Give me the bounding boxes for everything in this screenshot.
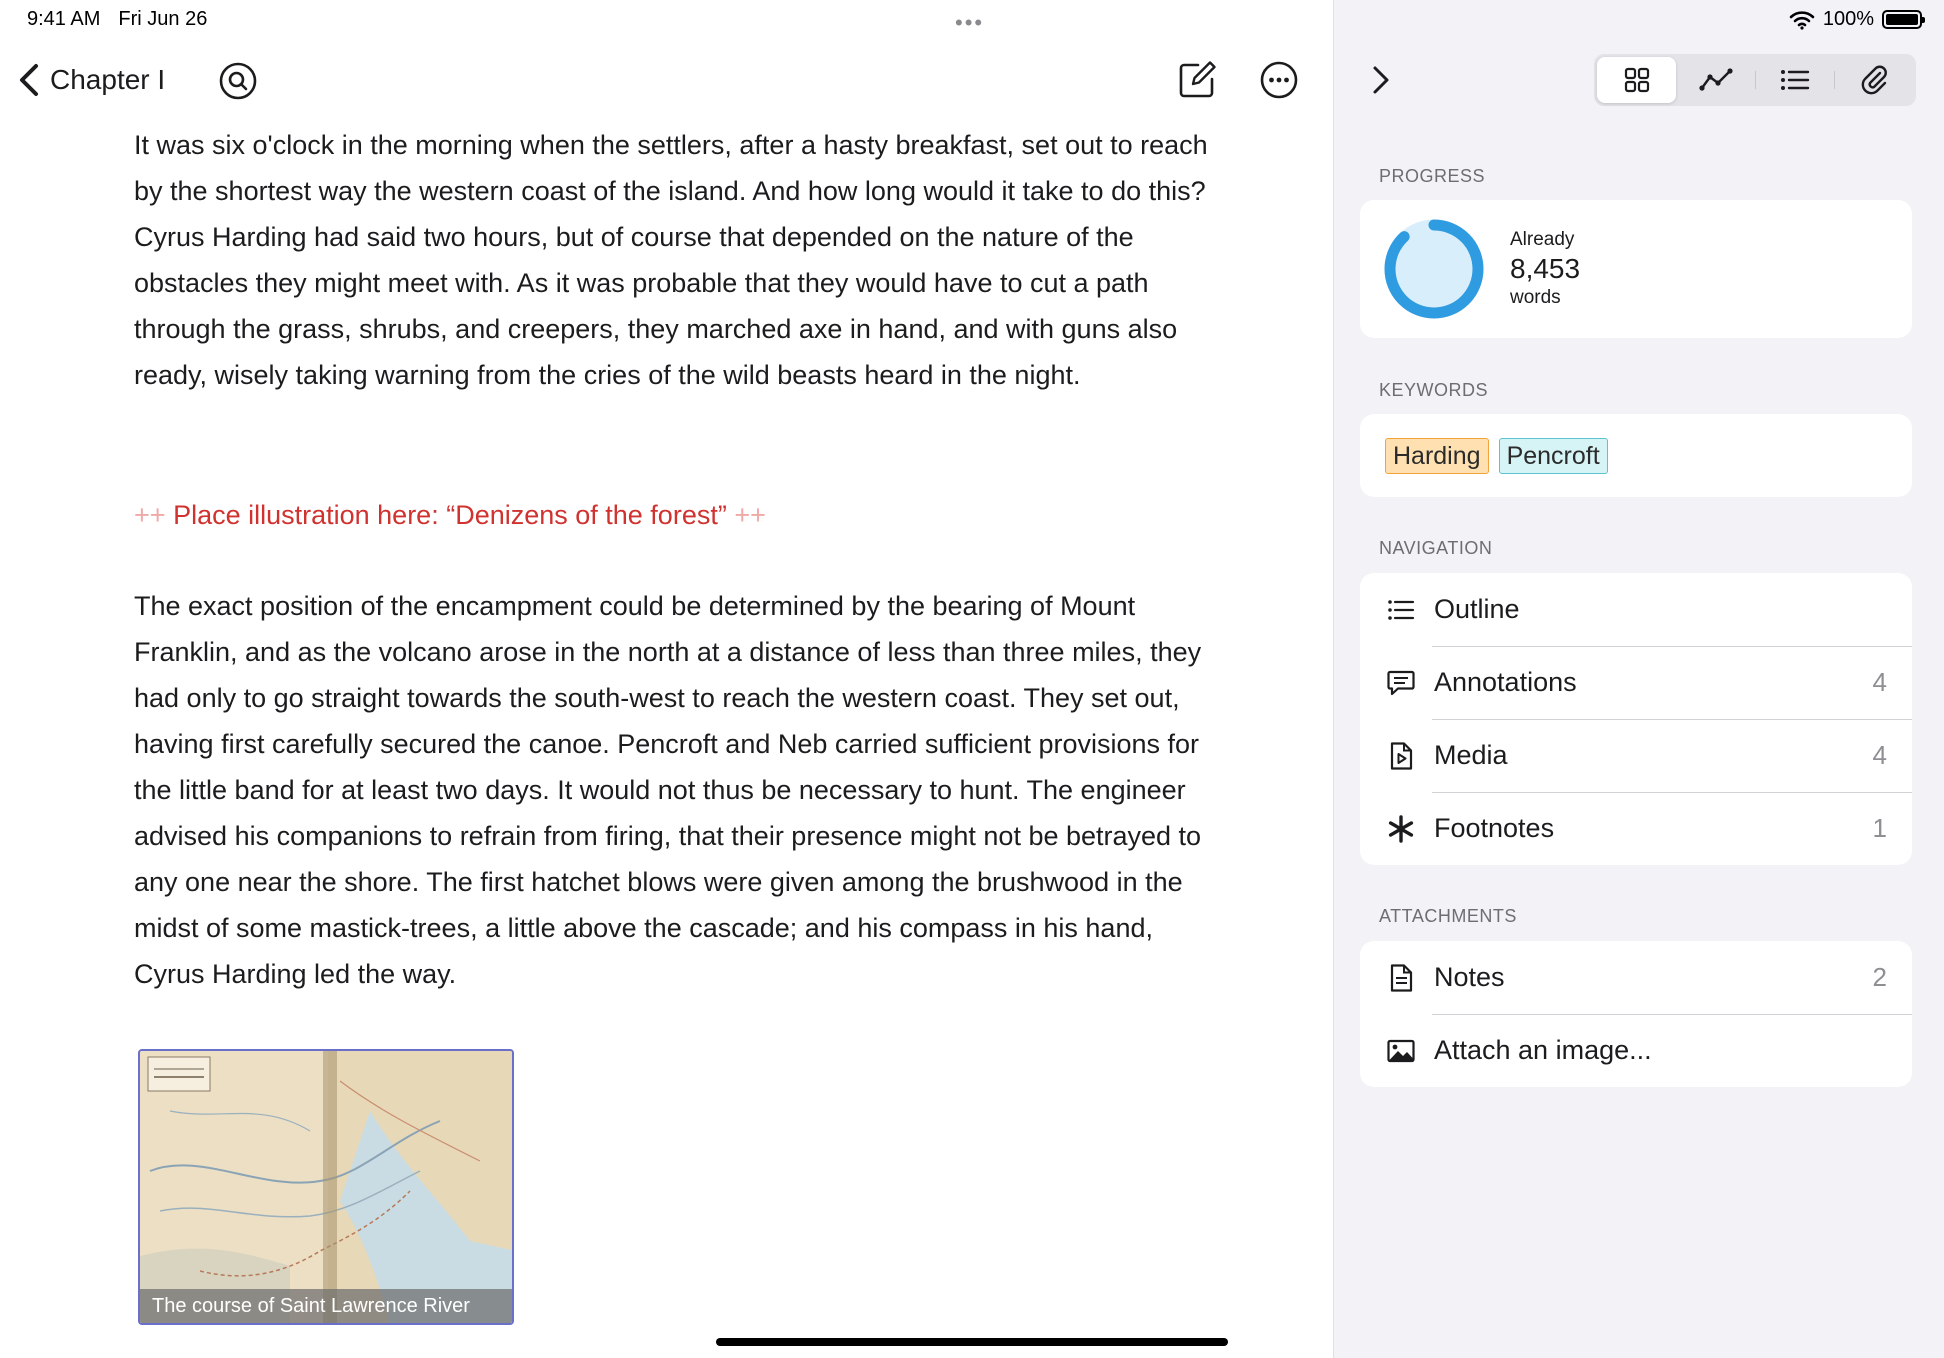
nav-item-label: Footnotes — [1434, 813, 1555, 843]
note-icon — [1386, 963, 1416, 993]
progress-suffix: words — [1510, 287, 1561, 308]
keyword-chip-pencroft[interactable]: Pencroft — [1499, 438, 1608, 474]
chart-icon — [1699, 65, 1733, 95]
battery-percent: 100% — [1822, 8, 1874, 30]
keywords-card — [1360, 414, 1912, 497]
map-image-icon — [140, 1051, 514, 1325]
asterisk-icon — [1386, 814, 1416, 844]
home-indicator[interactable] — [716, 1338, 1228, 1346]
attachment-item-label: Attach an image... — [1434, 1035, 1652, 1065]
attachment-item-label: Notes — [1434, 962, 1505, 992]
attachments-card — [1360, 941, 1912, 1087]
outline-icon — [1386, 595, 1416, 625]
more-icon — [1259, 60, 1299, 100]
nav-item-annotations[interactable] — [1360, 646, 1912, 719]
wifi-icon — [1789, 10, 1815, 30]
illustration-placeholder[interactable] — [134, 495, 766, 535]
navigation-card — [1360, 573, 1912, 865]
keyword-chip-harding[interactable]: Harding — [1385, 438, 1489, 474]
status-date: Fri Jun 26 — [118, 8, 208, 30]
nav-item-count: 4 — [1872, 667, 1887, 697]
more-button[interactable] — [1259, 60, 1299, 100]
inspector-tabs — [1594, 54, 1916, 106]
compose-icon — [1176, 59, 1218, 101]
inspector-pane — [1333, 0, 1944, 1358]
illustration-note-text: Place illustration here: “Denizens of the forest” — [173, 500, 727, 530]
nav-item-footnotes[interactable] — [1360, 792, 1912, 865]
progress-section-label: PROGRESS — [1379, 166, 1486, 186]
nav-item-label: Annotations — [1434, 667, 1577, 697]
paragraph-1[interactable]: It was six o'clock in the morning when the settlers, after a hasty breakfast, set out to reach by the shortest way the western coast of the island. And how long would it take to do this? Cyrus Harding had said two hours, but of course that depended on the nature of the obstacles they might meet with. As it was probable that they would have to cut a path through the grass, shrubs, and creepers, they marched axe in hand, and with guns also ready, wisely taking warning from the cries of the wild beasts heard in the night. — [134, 130, 1208, 390]
collapse-inspector-button[interactable] — [1366, 58, 1396, 102]
progress-text — [1510, 228, 1580, 310]
chevron-right-icon — [1366, 58, 1396, 102]
compose-button[interactable] — [1176, 59, 1218, 101]
nav-item-outline[interactable] — [1360, 573, 1912, 646]
status-right — [1789, 8, 1922, 31]
progress-card — [1360, 200, 1912, 338]
back-button[interactable] — [16, 58, 165, 102]
list-icon — [1779, 65, 1811, 95]
multitask-dots-icon[interactable]: ••• — [955, 10, 985, 35]
back-label: Chapter I — [50, 64, 166, 95]
image-icon — [1386, 1036, 1416, 1066]
progress-ring — [1384, 219, 1484, 319]
attach-image-button[interactable] — [1360, 1014, 1912, 1087]
tab-overview[interactable] — [1597, 57, 1676, 103]
attachment-item-count: 2 — [1872, 962, 1887, 992]
tab-attachments[interactable] — [1834, 57, 1913, 103]
chevron-left-icon — [16, 58, 44, 102]
nav-item-media[interactable] — [1360, 719, 1912, 792]
tab-statistics[interactable] — [1676, 57, 1755, 103]
nav-item-count: 1 — [1872, 813, 1887, 843]
markup-open: ++ — [134, 500, 166, 530]
status-clock: 9:41 AM — [27, 8, 101, 30]
keywords-section-label: KEYWORDS — [1379, 380, 1489, 400]
markup-close: ++ — [734, 500, 766, 530]
figure-caption: The course of Saint Lawrence River — [140, 1289, 512, 1323]
search-icon — [218, 61, 258, 101]
nav-item-label: Media — [1434, 740, 1508, 770]
attachment-item-notes[interactable] — [1360, 941, 1912, 1014]
paperclip-icon — [1859, 64, 1889, 96]
figure-image[interactable] — [138, 1049, 514, 1325]
word-count: 8,453 — [1510, 253, 1581, 284]
battery-icon — [1882, 10, 1922, 29]
attachments-section-label: ATTACHMENTS — [1379, 906, 1517, 926]
search-button[interactable] — [218, 61, 258, 101]
media-icon — [1386, 741, 1416, 771]
nav-item-label: Outline — [1434, 594, 1520, 624]
status-time — [27, 8, 207, 31]
annotation-icon — [1386, 668, 1416, 698]
progress-prefix: Already — [1510, 229, 1575, 250]
paragraph-2[interactable]: The exact position of the encampment could be determined by the bearing of Mount Franklin, and as the volcano arose in the north at a distance of less than three miles, they had only to go straight towards the south-west to reach the western coast. They set out, having first carefully secured the canoe. Pencroft and Neb carried sufficient provisions for the little band for at least two days. It would not thus be necessary to hunt. The engineer advised his companions to refrain from firing, that their presence might not be betrayed to any one near the shore. The first hatchet blows were given among the brushwood in the midst of some mastick-trees, a little above the cascade; and his compass in his hand, Cyrus Harding led the way. — [134, 591, 1202, 989]
nav-item-count: 4 — [1872, 740, 1887, 770]
grid-icon — [1622, 65, 1652, 95]
navigation-section-label: NAVIGATION — [1379, 538, 1493, 558]
tab-outline[interactable] — [1755, 57, 1834, 103]
